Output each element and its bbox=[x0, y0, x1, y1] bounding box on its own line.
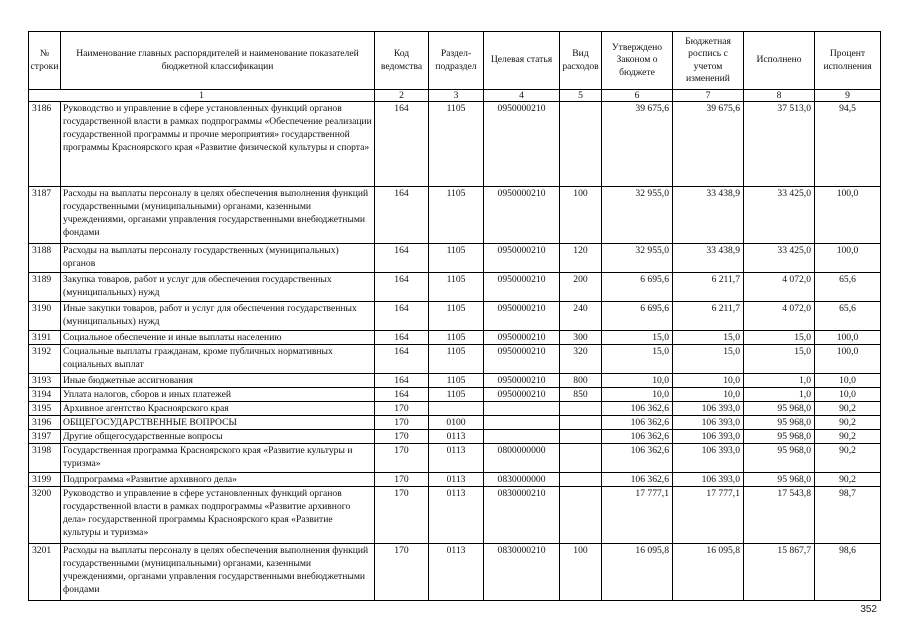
cell-section: 0100 bbox=[429, 416, 484, 430]
header-row bbox=[29, 32, 881, 90]
cell-name: ОБЩЕГОСУДАРСТВЕННЫЕ ВОПРОСЫ bbox=[61, 416, 375, 430]
cell-approved: 15,0 bbox=[602, 331, 673, 345]
cell-budget-list: 33 438,9 bbox=[673, 244, 744, 273]
cell-dept-code: 164 bbox=[375, 273, 429, 302]
cell-exp-type bbox=[560, 102, 602, 187]
cell-percent: 65,6 bbox=[815, 273, 881, 302]
cell-row-no: 3187 bbox=[29, 187, 61, 244]
cell-budget-list: 17 777,1 bbox=[673, 487, 744, 544]
cell-dept-code: 164 bbox=[375, 302, 429, 331]
cell-row-no: 3196 bbox=[29, 416, 61, 430]
cell-exp-type bbox=[560, 402, 602, 416]
cell-executed: 95 968,0 bbox=[744, 473, 815, 487]
cell-approved: 10,0 bbox=[602, 388, 673, 402]
column-number: 2 bbox=[375, 90, 429, 102]
cell-approved: 39 675,6 bbox=[602, 102, 673, 187]
cell-name: Уплата налогов, сборов и иных платежей bbox=[61, 388, 375, 402]
column-number-row bbox=[29, 90, 881, 102]
cell-percent: 100,0 bbox=[815, 244, 881, 273]
column-number: 1 bbox=[29, 90, 375, 102]
cell-section: 1105 bbox=[429, 302, 484, 331]
cell-section: 1105 bbox=[429, 388, 484, 402]
cell-target: 0950000210 bbox=[484, 388, 560, 402]
cell-dept-code: 170 bbox=[375, 402, 429, 416]
header-exp-type: Вид расходов bbox=[560, 32, 602, 90]
cell-row-no: 3191 bbox=[29, 331, 61, 345]
cell-budget-list: 106 393,0 bbox=[673, 402, 744, 416]
cell-target bbox=[484, 402, 560, 416]
cell-approved: 6 695,6 bbox=[602, 273, 673, 302]
table-row bbox=[29, 244, 881, 273]
cell-row-no: 3194 bbox=[29, 388, 61, 402]
cell-percent: 90,2 bbox=[815, 473, 881, 487]
cell-exp-type: 240 bbox=[560, 302, 602, 331]
cell-dept-code: 164 bbox=[375, 388, 429, 402]
cell-name: Расходы на выплаты персоналу в целях обеспечения выполнения функций государственными (муниципальными) органами, казенными учреждениями, органами управления государственными внебюджетными фондами bbox=[61, 544, 375, 601]
cell-percent: 90,2 bbox=[815, 416, 881, 430]
cell-name: Социальные выплаты гражданам, кроме публичных нормативных социальных выплат bbox=[61, 345, 375, 374]
cell-section: 1105 bbox=[429, 331, 484, 345]
cell-executed: 15 867,7 bbox=[744, 544, 815, 601]
cell-exp-type: 120 bbox=[560, 244, 602, 273]
cell-row-no: 3195 bbox=[29, 402, 61, 416]
cell-name: Расходы на выплаты персоналу в целях обеспечения выполнения функций государственными (муниципальными) органами, казенными учреждениями, органами управления государственными внебюджетными фондами bbox=[61, 187, 375, 244]
cell-dept-code: 170 bbox=[375, 473, 429, 487]
table-row bbox=[29, 374, 881, 388]
cell-section: 0113 bbox=[429, 544, 484, 601]
cell-percent: 65,6 bbox=[815, 302, 881, 331]
table-row bbox=[29, 444, 881, 473]
cell-name: Подпрограмма «Развитие архивного дела» bbox=[61, 473, 375, 487]
cell-budget-list: 6 211,7 bbox=[673, 273, 744, 302]
cell-percent: 94,5 bbox=[815, 102, 881, 187]
cell-percent: 100,0 bbox=[815, 187, 881, 244]
cell-dept-code: 164 bbox=[375, 244, 429, 273]
cell-target: 0950000210 bbox=[484, 302, 560, 331]
cell-dept-code: 164 bbox=[375, 102, 429, 187]
cell-approved: 106 362,6 bbox=[602, 402, 673, 416]
cell-name: Иные закупки товаров, работ и услуг для обеспечения государственных (муниципальных) нужд bbox=[61, 302, 375, 331]
cell-row-no: 3198 bbox=[29, 444, 61, 473]
cell-row-no: 3197 bbox=[29, 430, 61, 444]
cell-row-no: 3186 bbox=[29, 102, 61, 187]
cell-percent: 100,0 bbox=[815, 331, 881, 345]
cell-exp-type: 850 bbox=[560, 388, 602, 402]
cell-exp-type bbox=[560, 416, 602, 430]
cell-executed: 33 425,0 bbox=[744, 244, 815, 273]
cell-executed: 1,0 bbox=[744, 388, 815, 402]
cell-dept-code: 164 bbox=[375, 331, 429, 345]
cell-approved: 106 362,6 bbox=[602, 430, 673, 444]
table-row bbox=[29, 402, 881, 416]
cell-dept-code: 170 bbox=[375, 444, 429, 473]
cell-exp-type bbox=[560, 473, 602, 487]
cell-dept-code: 170 bbox=[375, 544, 429, 601]
header-section: Раздел-подраздел bbox=[429, 32, 484, 90]
cell-executed: 37 513,0 bbox=[744, 102, 815, 187]
cell-budget-list: 16 095,8 bbox=[673, 544, 744, 601]
budget-table-sheet bbox=[28, 31, 880, 601]
header-name: Наименование главных распорядителей и наименование показателей бюджетной классификации bbox=[61, 32, 375, 90]
cell-approved: 32 955,0 bbox=[602, 187, 673, 244]
cell-executed: 33 425,0 bbox=[744, 187, 815, 244]
cell-executed: 1,0 bbox=[744, 374, 815, 388]
cell-name: Руководство и управление в сфере установленных функций органов государственной власти в рамках подпрограммы «Обеспечение реализации государственной программы и прочие мероприятия» государственной программы Красноярского края «Развитие физической культуры и спорта» bbox=[61, 102, 375, 187]
cell-executed: 4 072,0 bbox=[744, 273, 815, 302]
cell-name: Другие общегосударственные вопросы bbox=[61, 430, 375, 444]
cell-name: Расходы на выплаты персоналу государственных (муниципальных) органов bbox=[61, 244, 375, 273]
budget-execution-table bbox=[28, 31, 881, 601]
header-dept-code: Код ведомства bbox=[375, 32, 429, 90]
header-percent: Процент исполнения bbox=[815, 32, 881, 90]
cell-approved: 32 955,0 bbox=[602, 244, 673, 273]
cell-percent: 98,7 bbox=[815, 487, 881, 544]
column-number: 8 bbox=[744, 90, 815, 102]
column-number: 6 bbox=[602, 90, 673, 102]
cell-target bbox=[484, 430, 560, 444]
cell-target bbox=[484, 416, 560, 430]
cell-exp-type: 320 bbox=[560, 345, 602, 374]
cell-executed: 95 968,0 bbox=[744, 444, 815, 473]
cell-dept-code: 170 bbox=[375, 487, 429, 544]
cell-percent: 100,0 bbox=[815, 345, 881, 374]
cell-row-no: 3201 bbox=[29, 544, 61, 601]
column-number: 3 bbox=[429, 90, 484, 102]
cell-percent: 98,6 bbox=[815, 544, 881, 601]
cell-budget-list: 6 211,7 bbox=[673, 302, 744, 331]
cell-budget-list: 10,0 bbox=[673, 374, 744, 388]
cell-section: 0113 bbox=[429, 487, 484, 544]
cell-section: 0113 bbox=[429, 430, 484, 444]
cell-executed: 15,0 bbox=[744, 345, 815, 374]
cell-approved: 15,0 bbox=[602, 345, 673, 374]
column-number: 7 bbox=[673, 90, 744, 102]
column-number: 5 bbox=[560, 90, 602, 102]
cell-budget-list: 10,0 bbox=[673, 388, 744, 402]
cell-dept-code: 170 bbox=[375, 416, 429, 430]
column-number: 4 bbox=[484, 90, 560, 102]
cell-target: 0950000210 bbox=[484, 345, 560, 374]
cell-target: 0950000210 bbox=[484, 374, 560, 388]
table-row bbox=[29, 302, 881, 331]
cell-section: 1105 bbox=[429, 345, 484, 374]
cell-executed: 4 072,0 bbox=[744, 302, 815, 331]
cell-approved: 16 095,8 bbox=[602, 544, 673, 601]
table-row bbox=[29, 416, 881, 430]
cell-row-no: 3193 bbox=[29, 374, 61, 388]
cell-exp-type: 200 bbox=[560, 273, 602, 302]
table-row bbox=[29, 331, 881, 345]
cell-row-no: 3200 bbox=[29, 487, 61, 544]
cell-dept-code: 170 bbox=[375, 430, 429, 444]
cell-exp-type bbox=[560, 444, 602, 473]
cell-target: 0950000210 bbox=[484, 244, 560, 273]
cell-budget-list: 106 393,0 bbox=[673, 416, 744, 430]
cell-exp-type bbox=[560, 430, 602, 444]
cell-approved: 10,0 bbox=[602, 374, 673, 388]
cell-name: Государственная программа Красноярского края «Развитие культуры и туризма» bbox=[61, 444, 375, 473]
cell-approved: 17 777,1 bbox=[602, 487, 673, 544]
cell-section bbox=[429, 402, 484, 416]
cell-name: Закупка товаров, работ и услуг для обеспечения государственных (муниципальных) нужд bbox=[61, 273, 375, 302]
cell-approved: 106 362,6 bbox=[602, 444, 673, 473]
cell-dept-code: 164 bbox=[375, 187, 429, 244]
table-body bbox=[29, 90, 881, 601]
cell-approved: 6 695,6 bbox=[602, 302, 673, 331]
cell-name: Архивное агентство Красноярского края bbox=[61, 402, 375, 416]
cell-target: 0950000210 bbox=[484, 102, 560, 187]
cell-approved: 106 362,6 bbox=[602, 416, 673, 430]
cell-row-no: 3192 bbox=[29, 345, 61, 374]
cell-row-no: 3190 bbox=[29, 302, 61, 331]
table-row bbox=[29, 473, 881, 487]
table-row bbox=[29, 487, 881, 544]
header-approved: Утверждено Законом о бюджете bbox=[602, 32, 673, 90]
cell-target: 0950000210 bbox=[484, 273, 560, 302]
cell-name: Иные бюджетные ассигнования bbox=[61, 374, 375, 388]
cell-budget-list: 106 393,0 bbox=[673, 444, 744, 473]
cell-target: 0830000000 bbox=[484, 473, 560, 487]
cell-approved: 106 362,6 bbox=[602, 473, 673, 487]
cell-section: 1105 bbox=[429, 187, 484, 244]
table-row bbox=[29, 388, 881, 402]
cell-executed: 15,0 bbox=[744, 331, 815, 345]
table-row bbox=[29, 102, 881, 187]
cell-row-no: 3188 bbox=[29, 244, 61, 273]
cell-executed: 95 968,0 bbox=[744, 402, 815, 416]
cell-exp-type: 100 bbox=[560, 544, 602, 601]
column-number: 9 bbox=[815, 90, 881, 102]
cell-executed: 95 968,0 bbox=[744, 416, 815, 430]
cell-exp-type: 300 bbox=[560, 331, 602, 345]
cell-exp-type bbox=[560, 487, 602, 544]
cell-name: Руководство и управление в сфере установленных функций органов государственной власти в рамках подпрограммы «Развитие архивного дела» государственной программы Красноярского края «Развитие культуры и туризма» bbox=[61, 487, 375, 544]
cell-budget-list: 33 438,9 bbox=[673, 187, 744, 244]
cell-percent: 90,2 bbox=[815, 444, 881, 473]
cell-row-no: 3189 bbox=[29, 273, 61, 302]
table-row bbox=[29, 430, 881, 444]
header-budget-list: Бюджетная роспись с учетом изменений bbox=[673, 32, 744, 90]
cell-budget-list: 39 675,6 bbox=[673, 102, 744, 187]
cell-section: 1105 bbox=[429, 102, 484, 187]
table-row bbox=[29, 273, 881, 302]
header-target: Целевая статья bbox=[484, 32, 560, 90]
cell-target: 0950000210 bbox=[484, 331, 560, 345]
cell-target: 0830000210 bbox=[484, 487, 560, 544]
cell-row-no: 3199 bbox=[29, 473, 61, 487]
cell-percent: 90,2 bbox=[815, 430, 881, 444]
cell-budget-list: 106 393,0 bbox=[673, 430, 744, 444]
header-row-no: № строки bbox=[29, 32, 61, 90]
cell-dept-code: 164 bbox=[375, 374, 429, 388]
header-executed: Исполнено bbox=[744, 32, 815, 90]
cell-exp-type: 800 bbox=[560, 374, 602, 388]
cell-budget-list: 15,0 bbox=[673, 331, 744, 345]
cell-percent: 10,0 bbox=[815, 388, 881, 402]
table-row bbox=[29, 187, 881, 244]
cell-section: 0113 bbox=[429, 444, 484, 473]
cell-executed: 95 968,0 bbox=[744, 430, 815, 444]
cell-section: 1105 bbox=[429, 273, 484, 302]
cell-budget-list: 15,0 bbox=[673, 345, 744, 374]
cell-exp-type: 100 bbox=[560, 187, 602, 244]
cell-target: 0800000000 bbox=[484, 444, 560, 473]
cell-percent: 10,0 bbox=[815, 374, 881, 388]
cell-dept-code: 164 bbox=[375, 345, 429, 374]
cell-section: 1105 bbox=[429, 374, 484, 388]
page-number: 352 bbox=[860, 604, 877, 615]
cell-target: 0830000210 bbox=[484, 544, 560, 601]
table-row bbox=[29, 544, 881, 601]
cell-budget-list: 106 393,0 bbox=[673, 473, 744, 487]
cell-percent: 90,2 bbox=[815, 402, 881, 416]
table-row bbox=[29, 345, 881, 374]
cell-section: 0113 bbox=[429, 473, 484, 487]
cell-section: 1105 bbox=[429, 244, 484, 273]
cell-executed: 17 543,8 bbox=[744, 487, 815, 544]
cell-name: Социальное обеспечение и иные выплаты населению bbox=[61, 331, 375, 345]
cell-target: 0950000210 bbox=[484, 187, 560, 244]
